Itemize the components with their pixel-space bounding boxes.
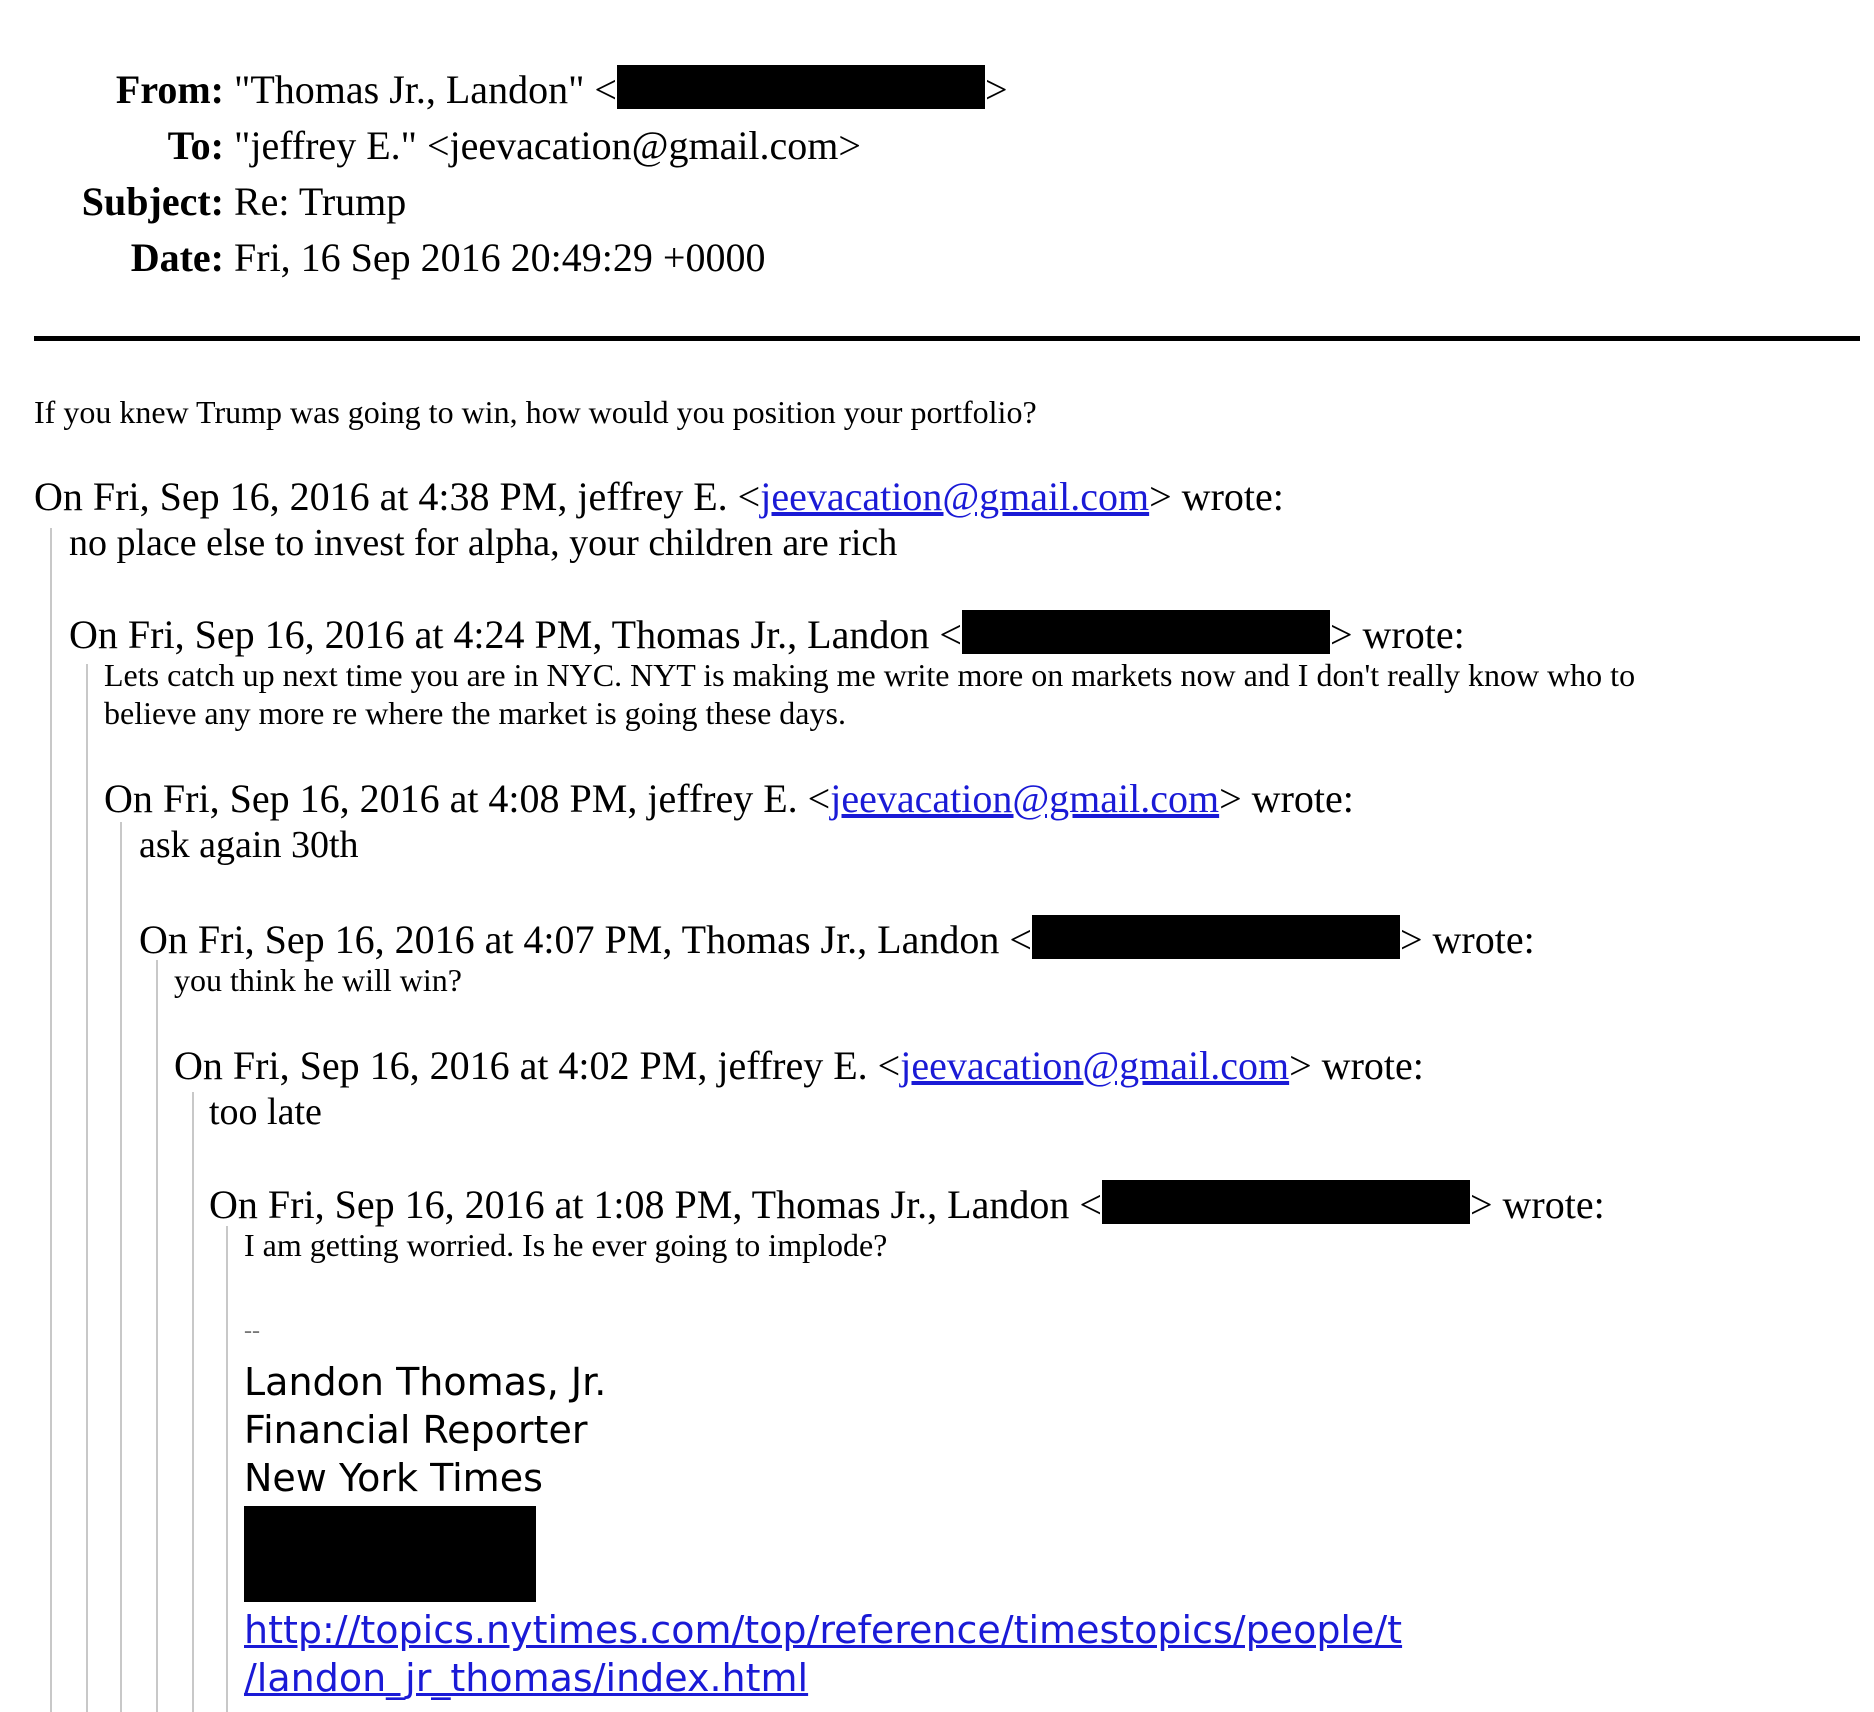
from-value: "Thomas Jr., Landon" < > bbox=[234, 67, 1008, 112]
quote-attribution: On Fri, Sep 16, 2016 at 4:24 PM, Thomas Jr., Landon < > wrote: bbox=[69, 612, 1465, 657]
quote-bar-6 bbox=[226, 1226, 228, 1712]
body-line: If you knew Trump was going to win, how would you position your portfolio? bbox=[34, 394, 1037, 430]
quote-bar-3 bbox=[120, 822, 122, 1712]
quote-text: too late bbox=[209, 1091, 322, 1133]
subject-value: Re: Trump bbox=[234, 179, 407, 224]
from-label: From: bbox=[115, 67, 224, 112]
quote-bar-5 bbox=[192, 1092, 194, 1712]
email-link[interactable]: jeevacation@gmail.com bbox=[900, 1043, 1290, 1088]
quote-bar-2 bbox=[86, 664, 88, 1712]
date-label: Date: bbox=[130, 235, 224, 280]
quote-attribution: On Fri, Sep 16, 2016 at 4:38 PM, jeffrey E. <jeevacation@gmail.com> wrote: bbox=[34, 474, 1284, 519]
quote-text: you think he will win? bbox=[174, 962, 462, 998]
quote-text: no place else to invest for alpha, your children are rich bbox=[69, 522, 898, 564]
redaction-box bbox=[962, 610, 1330, 654]
signature-title: Financial Reporter bbox=[244, 1408, 588, 1452]
subject-label: Subject: bbox=[81, 179, 224, 224]
quote-attribution: On Fri, Sep 16, 2016 at 4:07 PM, Thomas Jr., Landon < > wrote: bbox=[139, 917, 1535, 962]
quote-attribution: On Fri, Sep 16, 2016 at 1:08 PM, Thomas Jr., Landon < > wrote: bbox=[209, 1182, 1605, 1227]
signature-url-line1[interactable]: http://topics.nytimes.com/top/reference/timestopics/people/t bbox=[244, 1608, 1403, 1652]
redaction-box bbox=[1102, 1180, 1470, 1224]
date-value: Fri, 16 Sep 2016 20:49:29 +0000 bbox=[234, 235, 766, 280]
quote-bar-1 bbox=[50, 528, 52, 1712]
quote-attribution: On Fri, Sep 16, 2016 at 4:08 PM, jeffrey E. <jeevacation@gmail.com> wrote: bbox=[104, 776, 1354, 821]
to-value: "jeffrey E." <jeevacation@gmail.com> bbox=[234, 123, 861, 168]
quote-attribution: On Fri, Sep 16, 2016 at 4:02 PM, jeffrey E. <jeevacation@gmail.com> wrote: bbox=[174, 1043, 1424, 1088]
quote-text: Lets catch up next time you are in NYC. NYT is making me write more on markets now and I don't really know who to bbox=[104, 657, 1636, 693]
signature-url-line2[interactable]: /landon_jr_thomas/index.html bbox=[244, 1656, 809, 1700]
redaction-box bbox=[617, 65, 985, 109]
to-label: To: bbox=[167, 123, 224, 168]
quote-bar-4 bbox=[156, 960, 158, 1712]
redaction-box bbox=[1032, 915, 1400, 959]
quote-text: ask again 30th bbox=[139, 824, 359, 866]
email-link[interactable]: jeevacation@gmail.com bbox=[830, 776, 1220, 821]
quote-text: I am getting worried. Is he ever going to implode? bbox=[244, 1227, 888, 1263]
header-divider bbox=[34, 336, 1860, 341]
quote-text: believe any more re where the market is going these days. bbox=[104, 695, 846, 731]
signature-name: Landon Thomas, Jr. bbox=[244, 1360, 607, 1404]
email-link[interactable]: jeevacation@gmail.com bbox=[760, 474, 1150, 519]
signature-dash: -- bbox=[244, 1318, 260, 1344]
signature-org: New York Times bbox=[244, 1456, 543, 1500]
redaction-box bbox=[244, 1506, 536, 1602]
